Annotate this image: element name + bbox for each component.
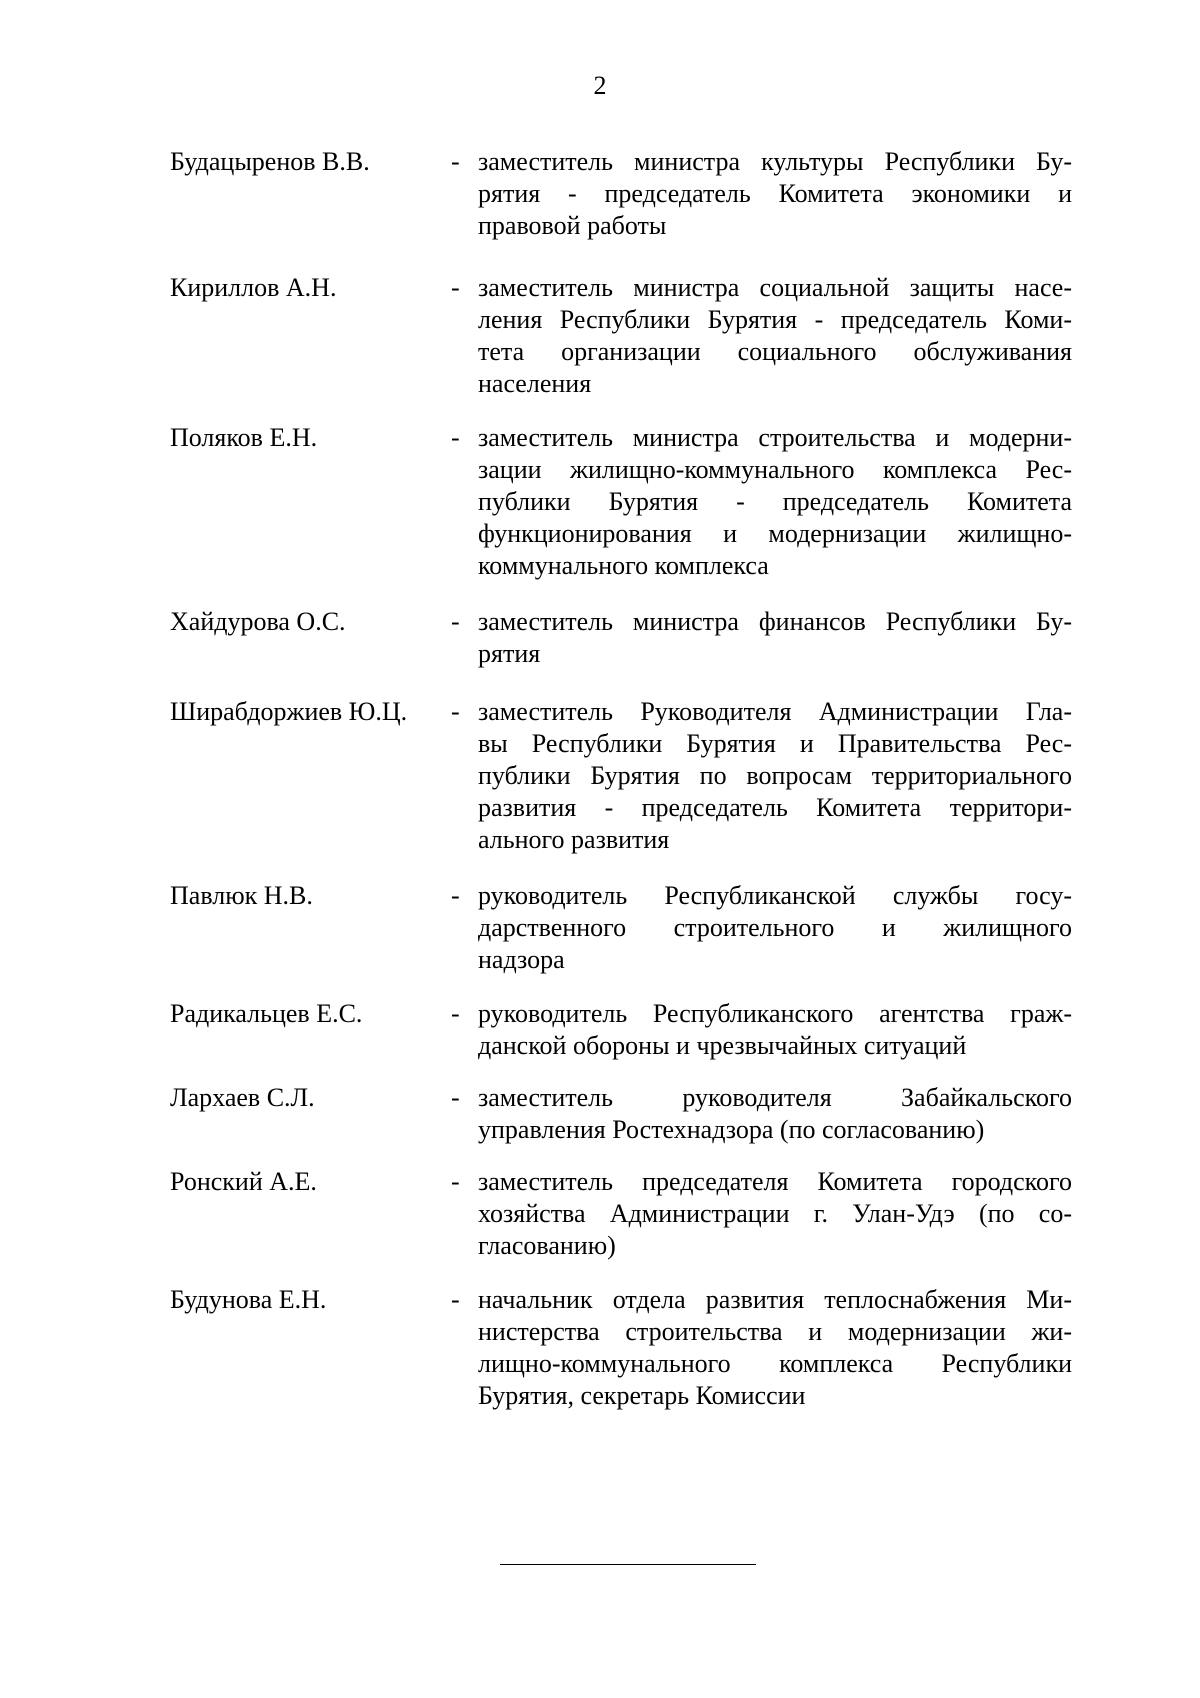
- position-line: руководитель Республиканской службы госу-: [478, 881, 1072, 910]
- member-position: [478, 606, 1072, 670]
- position-line: публики Бурятия по вопросам территориального: [478, 761, 1072, 790]
- member-dash: -: [451, 607, 460, 636]
- member-name: Ронский А.Е.: [170, 1167, 317, 1196]
- member-name: Радикальцев Е.С.: [170, 999, 363, 1028]
- position-line: дарственного строительного и жилищного: [478, 913, 1072, 942]
- member-position: [478, 1082, 1072, 1146]
- position-line: зации жилищно-коммунального комплекса Рес-: [478, 455, 1072, 484]
- position-line: ления Республики Бурятия - председатель Коми-: [478, 305, 1072, 334]
- member-dash: -: [451, 697, 460, 726]
- position-line: начальник отдела развития теплоснабжения Ми-: [478, 1285, 1072, 1314]
- member-dash: -: [451, 881, 460, 910]
- position-line: гласованию): [478, 1231, 616, 1260]
- member-name: Павлюк Н.В.: [170, 881, 313, 910]
- position-line: заместитель министра финансов Республики Бу-: [478, 607, 1072, 636]
- position-line: заместитель министра строительства и модерни-: [478, 423, 1072, 452]
- position-line: функционирования и модернизации жилищно-: [478, 519, 1072, 548]
- position-line: лищно-коммунального комплекса Республики: [478, 1349, 1072, 1378]
- member-position: [478, 422, 1072, 582]
- position-line: управления Ростехнадзора (по согласованию): [478, 1115, 985, 1144]
- position-line: хозяйства Администрации г. Улан-Удэ (по со-: [478, 1199, 1072, 1228]
- position-line: данской обороны и чрезвычайных ситуаций: [478, 1031, 967, 1060]
- member-name: Лархаев С.Л.: [170, 1083, 315, 1112]
- member-position: [478, 146, 1072, 242]
- position-line: коммунального комплекса: [478, 551, 769, 580]
- member-dash: -: [451, 147, 460, 176]
- member-dash: -: [451, 1285, 460, 1314]
- position-line: нистерства строительства и модернизации жи-: [478, 1317, 1072, 1346]
- position-line: Бурятия, секретарь Комиссии: [478, 1381, 806, 1410]
- member-position: [478, 880, 1072, 976]
- member-name: Поляков Е.Н.: [170, 423, 318, 452]
- member-dash: -: [451, 999, 460, 1028]
- position-line: надзора: [478, 945, 565, 974]
- position-line: правовой работы: [478, 211, 667, 240]
- position-line: развития - председатель Комитета территори-: [478, 793, 1072, 822]
- member-dash: -: [451, 273, 460, 302]
- member-dash: -: [451, 1083, 460, 1112]
- position-line: заместитель руководителя Забайкальского: [478, 1083, 1072, 1112]
- end-divider-line: [500, 1564, 756, 1565]
- member-position: [478, 1166, 1072, 1262]
- position-line: населения: [478, 369, 592, 398]
- member-name: Будацыренов В.В.: [170, 147, 370, 176]
- member-position: [478, 272, 1072, 400]
- member-position: [478, 1284, 1072, 1412]
- member-dash: -: [451, 1167, 460, 1196]
- member-position: [478, 998, 1072, 1062]
- position-line: рятия: [478, 639, 541, 668]
- member-name: Хайдурова О.С.: [170, 607, 346, 636]
- position-line: заместитель Руководителя Администрации Гла-: [478, 697, 1072, 726]
- member-dash: -: [451, 423, 460, 452]
- position-line: ального развития: [478, 825, 670, 854]
- member-name: Будунова Е.Н.: [170, 1285, 327, 1314]
- position-line: тета организации социального обслуживания: [478, 337, 1072, 366]
- position-line: заместитель председателя Комитета городского: [478, 1167, 1072, 1196]
- member-name: Ширабдоржиев Ю.Ц.: [170, 697, 408, 726]
- position-line: вы Республики Бурятия и Правительства Рес-: [478, 729, 1072, 758]
- position-line: заместитель министра культуры Республики Бу-: [478, 147, 1072, 176]
- position-line: рятия - председатель Комитета экономики и: [478, 179, 1072, 208]
- member-name: Кириллов А.Н.: [170, 273, 337, 302]
- page-number: 2: [593, 71, 607, 100]
- position-line: публики Бурятия - председатель Комитета: [478, 487, 1072, 516]
- position-line: заместитель министра социальной защиты насе-: [478, 273, 1072, 302]
- position-line: руководитель Республиканского агентства граж-: [478, 999, 1072, 1028]
- member-position: [478, 696, 1072, 856]
